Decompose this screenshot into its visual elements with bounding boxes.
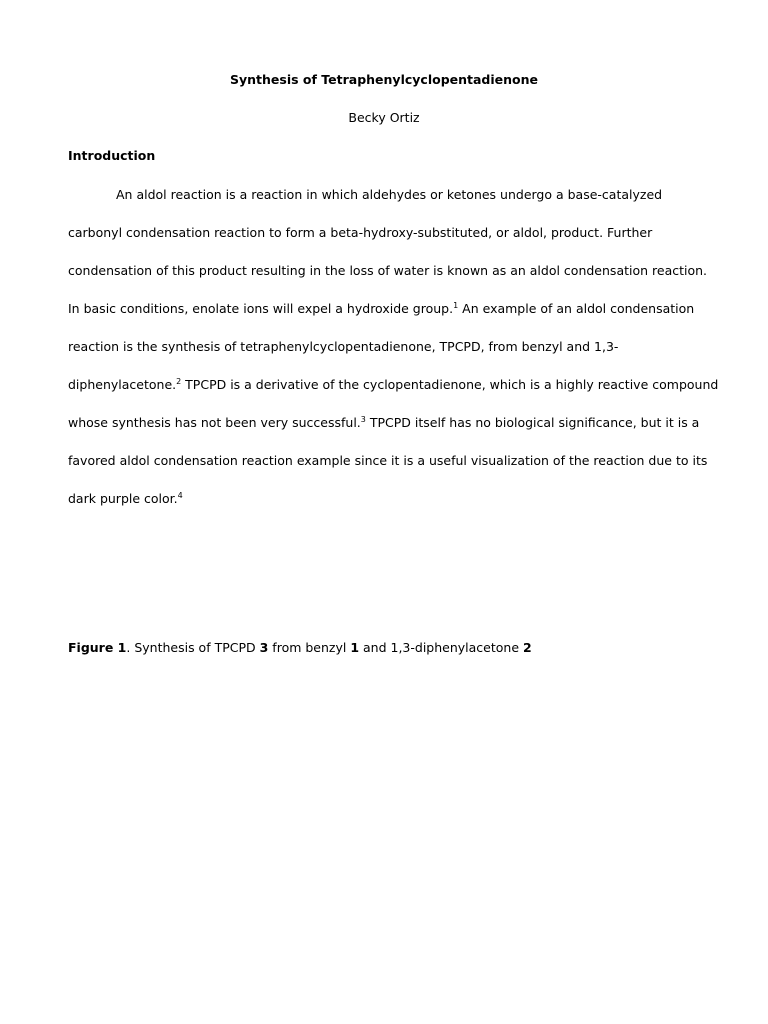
figure-label: Figure 1 <box>68 640 127 655</box>
line-text: dark purple color. <box>68 491 178 506</box>
author-name: Becky Ortiz <box>348 110 420 125</box>
paragraph-line: An aldol reaction is a reaction in which aldehydes or ketones undergo a base-catalyzed <box>116 187 663 202</box>
paragraph-line <box>68 404 708 442</box>
paragraph-line: condensation of this product resulting in the loss of water is known as an aldol condensation reaction. <box>68 263 708 278</box>
citation-superscript: 4 <box>177 490 183 500</box>
caption-text: from benzyl <box>268 640 351 655</box>
citation-superscript: 1 <box>453 300 459 310</box>
section-heading-introduction: Introduction <box>68 148 156 163</box>
line-text: An example of an aldol condensation <box>458 301 695 316</box>
paragraph-line <box>68 480 708 518</box>
line-text: whose synthesis has not been very successful. <box>68 415 361 430</box>
caption-text: and 1,3-diphenylacetone <box>359 640 523 655</box>
compound-number: 2 <box>523 640 532 655</box>
line-text: TPCPD is a derivative of the cyclopentadienone, which is a highly reactive compound <box>181 377 719 392</box>
caption-text: . Synthesis of TPCPD <box>126 640 260 655</box>
paragraph-line <box>68 366 719 404</box>
compound-number: 3 <box>259 640 269 655</box>
introduction-paragraph <box>68 176 719 518</box>
line-text: diphenylacetone. <box>68 377 177 392</box>
figure-caption <box>68 639 532 657</box>
line-text: TPCPD itself has no biological significance, but it is a <box>365 415 700 430</box>
citation-superscript: 2 <box>176 376 182 386</box>
compound-number: 1 <box>350 640 360 655</box>
paragraph-line: favored aldol condensation reaction example since it is a useful visualization of the reaction due to its <box>68 453 708 468</box>
document-title: Synthesis of Tetraphenylcyclopentadienone <box>229 72 539 87</box>
line-text: In basic conditions, enolate ions will expel a hydroxide group. <box>68 301 454 316</box>
paragraph-line: carbonyl condensation reaction to form a beta-hydroxy-substituted, or aldol, product. Further <box>68 225 653 240</box>
paragraph-line: reaction is the synthesis of tetraphenylcyclopentadienone, TPCPD, from benzyl and 1,3- <box>68 339 619 354</box>
citation-superscript: 3 <box>360 414 366 424</box>
paragraph-line <box>68 290 708 328</box>
